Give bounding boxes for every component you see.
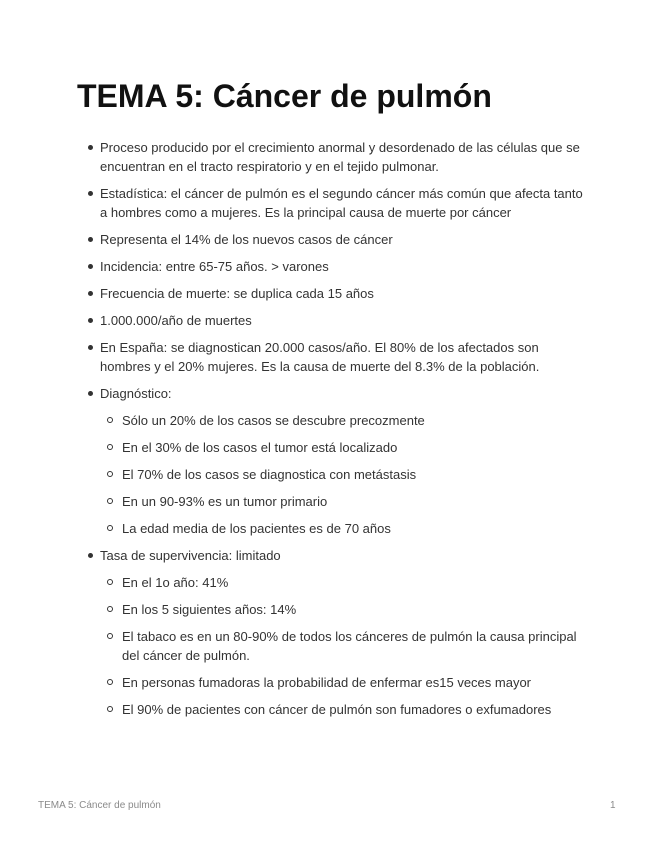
sub-list-item: Sólo un 20% de los casos se descubre precozmente — [100, 411, 587, 430]
sub-list — [100, 573, 587, 719]
sub-list-item: El tabaco es en un 80-90% de todos los cánceres de pulmón la causa principal del cáncer de pulmón. — [100, 627, 587, 665]
sub-list-item: En el 1o año: 41% — [100, 573, 587, 592]
list-item-text: Incidencia: entre 65-75 años. > varones — [100, 259, 329, 274]
document-body — [77, 138, 587, 727]
list-item — [77, 284, 587, 303]
sub-list-item: El 90% de pacientes con cáncer de pulmón son fumadores o exfumadores — [100, 700, 587, 719]
sub-list-item: En el 30% de los casos el tumor está localizado — [100, 438, 587, 457]
sub-list — [100, 411, 587, 538]
sub-list-item: La edad media de los pacientes es de 70 años — [100, 519, 587, 538]
list-item-text: En España: se diagnostican 20.000 casos/año. El 80% de los afectados son hombres y el 20% mujeres. Es la causa de muerte del 8.3% de la población. — [100, 340, 540, 374]
sub-list-item: En personas fumadoras la probabilidad de enfermar es15 veces mayor — [100, 673, 587, 692]
list-item — [77, 230, 587, 249]
list-item — [77, 338, 587, 376]
list-item-text: 1.000.000/año de muertes — [100, 313, 252, 328]
list-item — [77, 138, 587, 176]
page-number: 1 — [610, 800, 616, 811]
footer-title: TEMA 5: Cáncer de pulmón — [38, 800, 161, 811]
bullet-list — [77, 138, 587, 719]
sub-list-item: El 70% de los casos se diagnostica con metástasis — [100, 465, 587, 484]
list-item — [77, 257, 587, 276]
list-item-text: Tasa de supervivencia: limitado — [100, 548, 281, 563]
list-item-text: Estadística: el cáncer de pulmón es el segundo cáncer más común que afecta tanto a hombres como a mujeres. Es la principal causa de muerte por cáncer — [100, 186, 583, 220]
list-item-supervivencia — [77, 546, 587, 719]
list-item — [77, 311, 587, 330]
list-item — [77, 184, 587, 222]
list-item-text: Diagnóstico: — [100, 386, 172, 401]
list-item-text: Representa el 14% de los nuevos casos de cáncer — [100, 232, 393, 247]
sub-list-item: En un 90-93% es un tumor primario — [100, 492, 587, 511]
list-item-text: Frecuencia de muerte: se duplica cada 15 años — [100, 286, 374, 301]
list-item-diagnostico — [77, 384, 587, 538]
sub-list-item: En los 5 siguientes años: 14% — [100, 600, 587, 619]
list-item-text: Proceso producido por el crecimiento anormal y desordenado de las células que se encuentran en el tracto respiratorio y en el tejido pulmonar. — [100, 140, 580, 174]
page-title: TEMA 5: Cáncer de pulmón — [77, 78, 492, 114]
